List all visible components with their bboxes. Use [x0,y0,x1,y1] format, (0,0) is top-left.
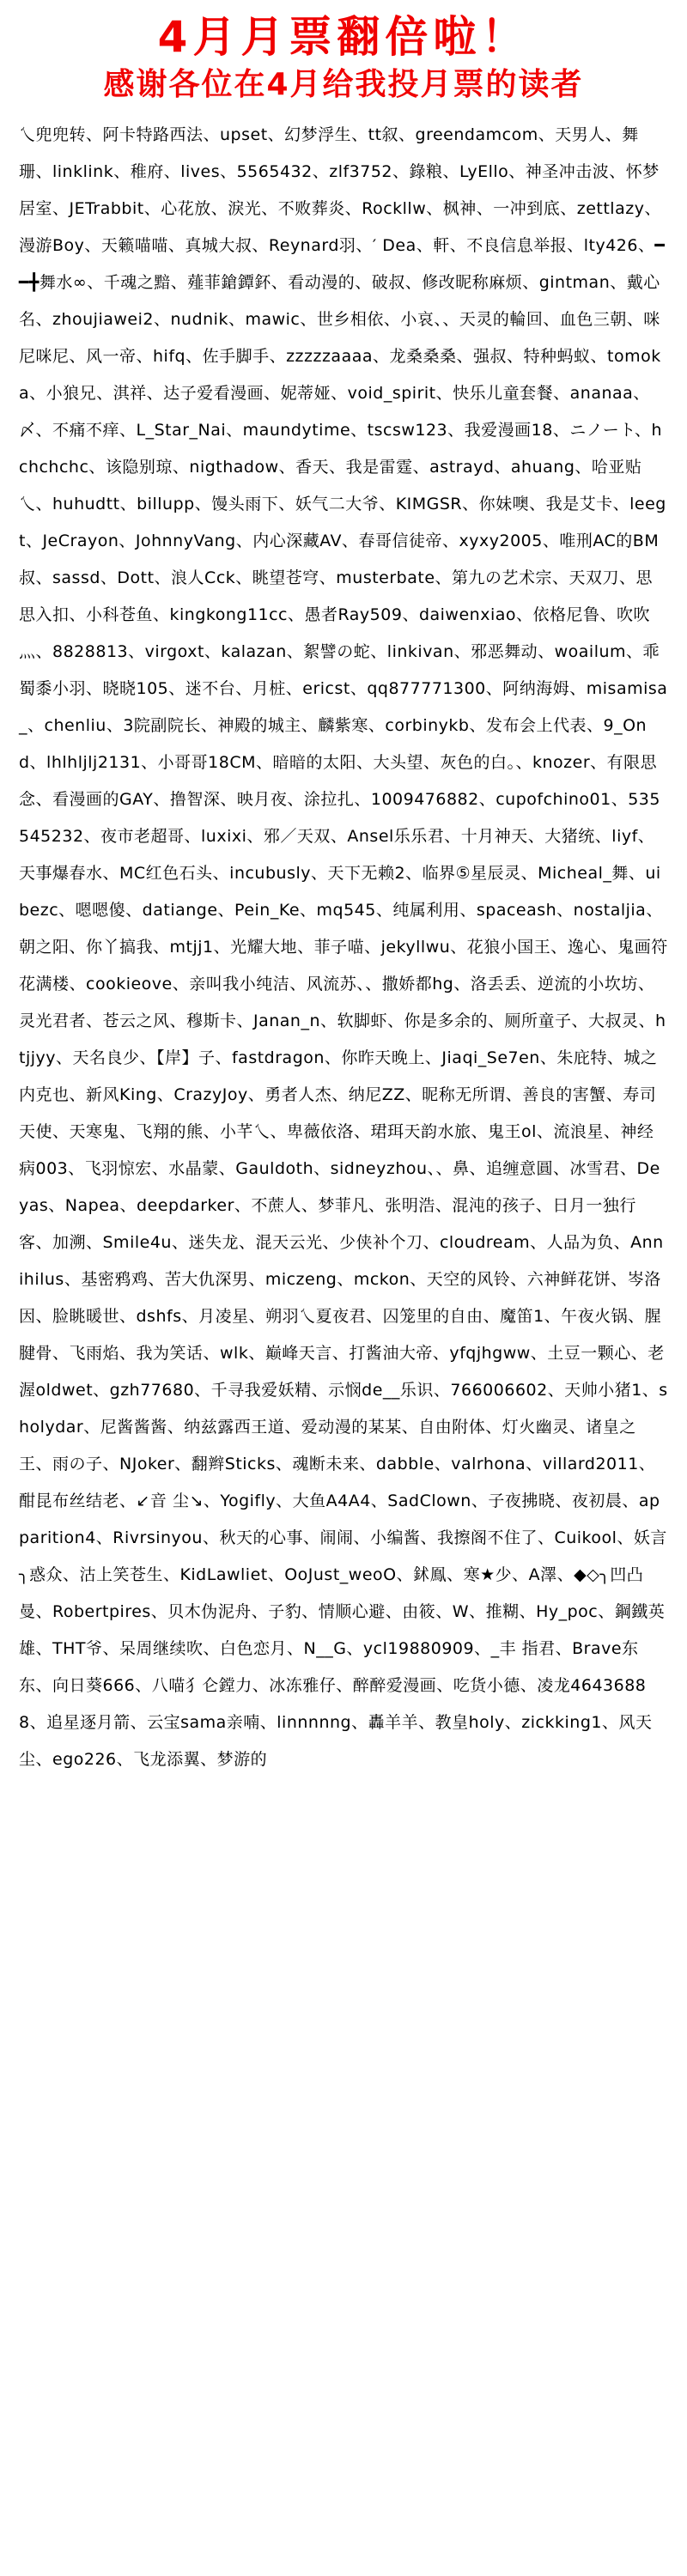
reader-names-list: 乀兜兜转、阿卡特路西法、upset、幻梦浮生、tt叙、greendamcom、天男人、舞珊、linklink、稚府、lives、5565432、zlf3752、錄粮、LyEllo、神圣冲击波、怀梦居室、JETrabbit、心花放、淚光、不败葬炎、Rockllw、枫神、一冲到底、zettlazy、漫游Boy、天籁喵喵、真城大叔、Reynard羽、′ Dea、軒、不良信息举报、lty426、━━╋舞水∞、千魂之黯、薤菲鎗鐔鈈、看动漫的、破叔、修改昵称麻烦、gintman、戴心名、zhoujiawei2、nudnik、mawic、世乡相依、小哀、、天灵的輪回、血色三朝、咪尼咪尼、风一帝、hifq、佐手脚手、zzzzzaaaa、龙桑桑桑、强叔、特种蚂蚁、tomoka、小狼兄、淇祥、达子爱看漫画、妮蒂娅、void_spirit、快乐儿童套餐、ananaa、〆、不痛不痒、L_Star_Nai、maundytime、tscsw123、我爱漫画18、ニノート、hchchchc、该隐别琼、nigthadow、香天、我是雷霆、astrayd、ahuang、哈亚贴乀、huhudtt、billupp、馒头雨下、妖气二大爷、KIMGSR、你妹噢、我是艾卡、leegt、JeCrayon、JohnnyVang、内心深藏AV、春哥信徒帝、xyxy2005、唯刑AC的BM叔、sassd、Dott、浪人Cck、眺望苍穹、musterbate、第九の艺术宗、天双刀、思思入扣、小科苍鱼、kingkong11cc、愚者Ray509、daiwenxiao、依格尼鲁、吹吹灬、8828813、virgoxt、kalazan、絮譬の蛇、linkivan、邪恶舞动、woailum、乖蜀黍小羽、晓晓105、迷不台、月桩、ericst、qq877771300、阿纳海姆、misamisa_、chenliu、3院副院长、神殿的城主、麟紫寒、corbinykb、发布会上代表、9_Ond、lhlhljlj2131、小哥哥18CM、暗暗的太阳、大头望、灰色的白。、knozer、有限思念、看漫画的GAY、撸智深、映月夜、涂拉扎、1009476882、cupofchino01、535545232、夜市老超哥、luxixi、邪／天双、Ansel乐乐君、十月神天、大猪统、liyf、天事爆春水、MC红色石头、incubusly、天下无赖2、临界⑤星辰灵、Micheal_舞、uibezc、嗯嗯傻、datiange、Pein_Ke、mq545、纯属利用、spaceash、nostaljia、朝之阳、你丫搞我、mtjj1、光耀大地、菲子喵、jekyllwu、花狼小国王、逸心、鬼画符花满楼、cookieove、亲叫我小纯洁、风流苏、、撒娇都hg、洛丢丢、逆流的小坎坊、灵光君者、苍云之风、穆斯卡、Janan_n、软脚虾、你是多余的、厕所童子、大叔灵、htjjyy、天名良少、【岸】子、fastdragon、你昨天晚上、Jiaqi_Se7en、朱庇特、城之内克也、新风King、CrazyJoy、勇者人杰、纳尼ZZ、昵称无所谓、善良的害蟹、寿司天使、天寒鬼、飞翔的熊、小芊乀、卑薇依洛、珺珥天韵水旅、鬼王ol、流浪星、神经病003、飞羽惊宏、水晶蒙、Gauldoth、sidneyzhou、、鼻、追缠意圓、冰雪君、Deyas、Napea、deepdarker、不蔗人、梦菲凡、张明浩、混沌的孩子、日月一独行客、加溯、Smile4u、迷失龙、混天云光、少侠补个刀、cloudream、人品为负、Annihilus、基密鸦鸡、苦大仇深男、miczeng、mckon、天空的风铃、六神鲜花饼、岑洛因、脸眺暖世、dshfs、月凌星、朔羽乀夏夜君、囚笼里的自由、魔笛1、午夜火锅、腥腱骨、飞雨焰、我为笑话、wlk、巅峰天言、打酱油大帝、yfqjhgww、土豆一颗心、老渥oldwet、gzh77680、千寻我爱妖精、示悯de__乐识、766006602、天帅小猪1、sholydar、尼酱酱酱、纳兹露西王道、爱动漫的某某、自由附体、灯火幽灵、诸皇之王、雨の子、NJoker、翻辫Sticks、魂断未来、dabble、valrhona、villard2011、酣昆布丝结老、↙音 尘↘、Yogifly、大鱼A4A4、SadClown、子夜拂晓、夜初晨、apparition4、Rivrsinyou、秋天的心事、闹闹、小编酱、我擦阁不住了、Cuikool、妖言╮惑众、沽上笑苍生、KidLawliet、OoJust_weoO、鉥鳯、寒★少、A澤、◆◇╮凹凸曼、Robertpires、贝木伪泥舟、子豹、情顺心避、由筱、W、推糊、Hy_poc、鋼鐵英雄、THT爷、呆周继续吹、白色恋月、N__G、ycl19880909、_丰 指君、Brave东东、向日葵666、八喵犭仑鏜力、冰冻雅仔、醉醉爱漫画、吃货小德、凌龙46436888、追星逐月箭、云宝sama亲喃、linnnnng、轟羊羊、教皇holy、zickking1、风天尘、ego226、飞龙添翼、梦游的 [19,125,668,1769]
page-title: 4月月票翻倍啦！ [157,12,530,62]
blank-area [0,2026,687,2576]
header [0,0,687,105]
page-subtitle: 感谢各位在4月给我投月票的读者 [103,67,584,102]
